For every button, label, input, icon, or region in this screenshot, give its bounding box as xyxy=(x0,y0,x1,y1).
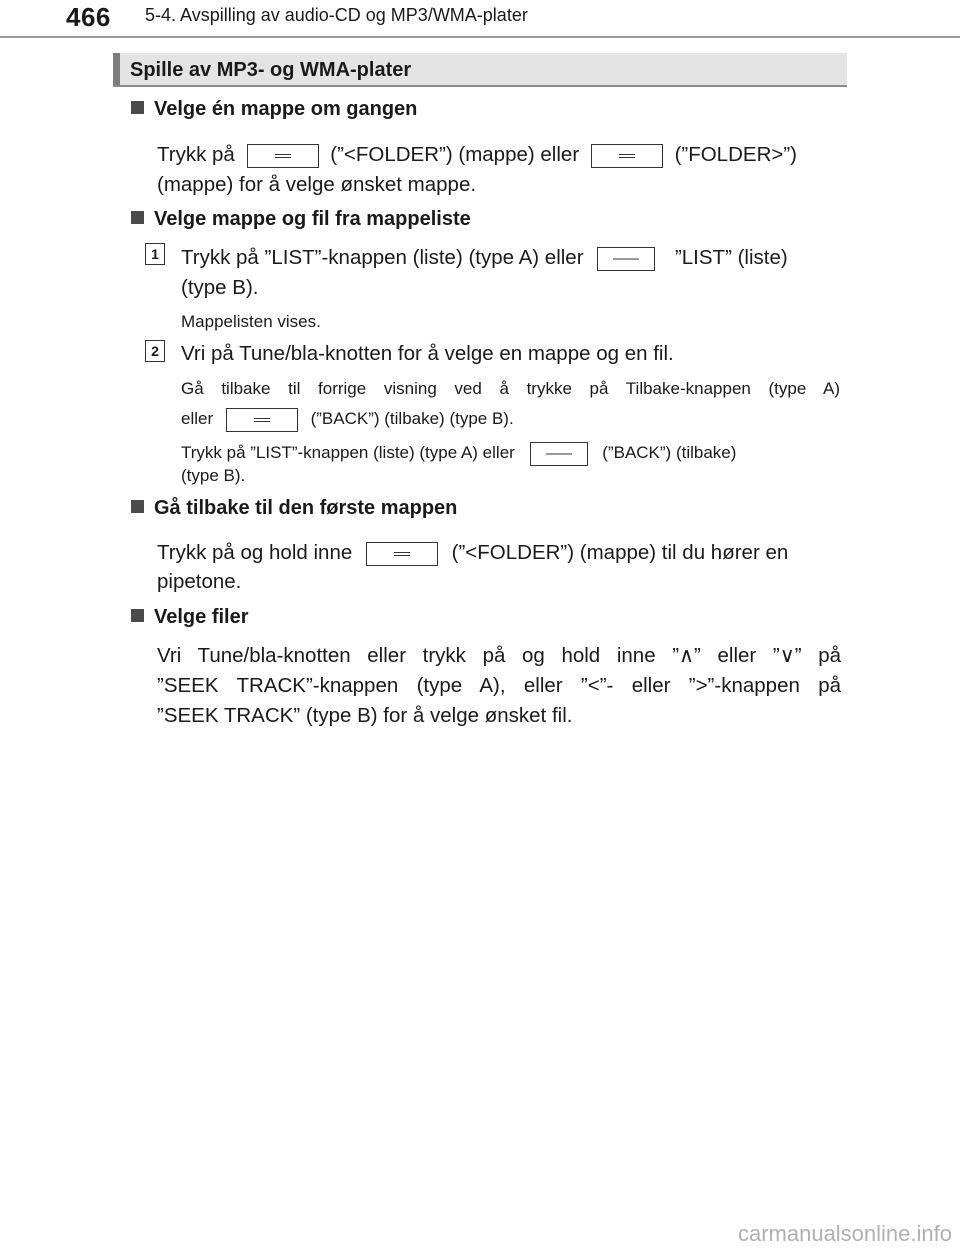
button-glyph-icon xyxy=(546,453,572,454)
first-folder-line1 xyxy=(157,538,841,568)
subheading-first-folder xyxy=(131,497,457,520)
step2-note1-line1: Gå tilbake til forrige visning ved å trykke på Tilbake-knappen (type A) xyxy=(181,379,840,398)
chapter-title: 5-4. Avspilling av audio-CD og MP3/WMA-plater xyxy=(145,5,528,25)
text-fragment: (”BACK”) (tilbake) xyxy=(602,443,737,462)
text-fragment: eller xyxy=(181,409,214,428)
text-fragment: (”<FOLDER”) (mappe) eller xyxy=(330,143,580,166)
bullet-square-icon xyxy=(131,211,144,224)
subheading-text: Velge filer xyxy=(154,606,249,628)
file-select-line2: ”SEEK TRACK”-knappen (type A), eller ”<”- eller ”>”-knappen på xyxy=(157,674,841,697)
section-accent xyxy=(113,53,120,85)
back-button[interactable] xyxy=(226,408,298,432)
button-glyph-icon xyxy=(619,154,635,158)
text-fragment: Trykk på ”LIST”-knappen (liste) (type A) eller xyxy=(181,246,584,269)
page-number: 466 xyxy=(66,2,111,32)
subheading-folder-select xyxy=(131,98,417,121)
text-fragment: (”<FOLDER”) (mappe) til du hører en xyxy=(451,541,789,564)
text-fragment: Trykk på xyxy=(157,143,235,166)
button-glyph-icon xyxy=(613,258,639,259)
bullet-square-icon xyxy=(131,101,144,114)
step2-note2-line2: (type B). xyxy=(181,466,246,485)
subheading-list-select xyxy=(131,208,471,231)
step2-note1-line2 xyxy=(181,404,514,434)
text-fragment: (”FOLDER>”) xyxy=(674,143,797,166)
step1-line1 xyxy=(181,243,841,273)
text-fragment: ”LIST” (liste) xyxy=(674,246,788,269)
text-fragment: Trykk på ”LIST”-knappen (liste) (type A) eller xyxy=(181,443,515,462)
first-folder-line2: pipetone. xyxy=(157,570,242,593)
step2-text: Vri på Tune/bla-knotten for å velge en mappe og en fil. xyxy=(181,342,674,365)
back-list-button[interactable] xyxy=(530,442,588,466)
header-divider xyxy=(0,36,960,38)
step-number-1: 1 xyxy=(145,243,165,265)
subheading-text: Gå tilbake til den første mappen xyxy=(154,497,458,519)
folder-next-button[interactable] xyxy=(591,144,663,168)
subheading-text: Velge én mappe om gangen xyxy=(154,98,418,120)
text-fragment: Trykk på og hold inne xyxy=(157,541,353,564)
button-glyph-icon xyxy=(394,552,410,556)
text-fragment: (”BACK”) (tilbake) (type B). xyxy=(310,409,514,428)
folder-prev-button[interactable] xyxy=(247,144,319,168)
folder-hold-button[interactable] xyxy=(366,542,438,566)
watermark: carmanualsonline.info xyxy=(737,1221,952,1246)
step-number-2: 2 xyxy=(145,340,165,362)
step1-note: Mappelisten vises. xyxy=(181,312,321,331)
button-glyph-icon xyxy=(254,418,270,422)
folder-select-line2: (mappe) for å velge ønsket mappe. xyxy=(157,173,477,196)
bullet-square-icon xyxy=(131,500,144,513)
bullet-square-icon xyxy=(131,609,144,622)
subheading-text: Velge mappe og fil fra mappeliste xyxy=(154,208,471,230)
file-select-line1: Vri Tune/bla-knotten eller trykk på og hold inne ”∧” eller ”∨” på xyxy=(157,644,841,667)
folder-select-line1 xyxy=(157,140,841,170)
button-glyph-icon xyxy=(275,154,291,158)
section-heading-bar xyxy=(113,53,847,87)
step2-note2-line1 xyxy=(181,438,841,468)
step1-line2: (type B). xyxy=(181,276,259,299)
section-title: Spille av MP3- og WMA-plater xyxy=(130,59,412,81)
subheading-file-select xyxy=(131,606,249,629)
list-button[interactable] xyxy=(597,247,655,271)
file-select-line3: ”SEEK TRACK” (type B) for å velge ønsket fil. xyxy=(157,704,573,727)
